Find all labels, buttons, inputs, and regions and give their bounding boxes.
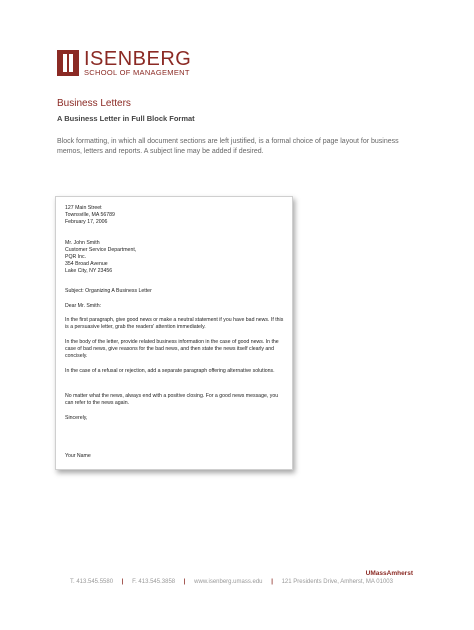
recipient-line: Customer Service Department, [65,247,137,253]
intro-paragraph: Block formatting, in which all document sections are left justified, is a formal choice of page layout for business memos, letters and reports. A subject line may be added if desired. [57,138,399,155]
sender-line: 127 Main Street [65,205,102,211]
sender-line: Townsville, MA 56789 [65,212,115,218]
letter-paragraph: No matter what the news, always end with a positive closing. For a good news message, you can refer to the news again. [65,393,279,406]
footer-separator: | [271,579,273,585]
letter-paragraph: In the case of a refusal or rejection, add a separate paragraph offering alternative solutions. [65,368,275,374]
footer-contact [70,579,420,585]
document-subtitle: A Business Letter in Full Block Format [57,114,195,123]
recipient-line: Lake City, NY 23456 [65,268,113,274]
footer-address: 121 Presidents Drive, Amherst, MA 01003 [281,579,393,585]
letter-paragraph: In the first paragraph, give good news or make a neutral statement if you have bad news. If this is a persuasive letter, grab the readers' attention immediately. [65,317,284,330]
footer-fax: F. 413.545.3858 [132,579,176,585]
footer-phone: T. 413.545.5580 [70,579,114,585]
recipient-line: PQR Inc. [65,254,87,260]
document-title: Business Letters [57,98,131,109]
logo-name: ISENBERG [84,48,192,70]
logo-mark-icon [57,50,79,76]
isenberg-logo [57,50,207,78]
logo-subtitle: SCHOOL OF MANAGEMENT [84,68,190,77]
recipient-line: 354 Broad Avenue [65,261,108,267]
letter-salutation: Dear Mr. Smith: [65,303,102,309]
footer-website-link[interactable]: www.isenberg.umass.edu [194,579,263,585]
letter-closing: Sincerely, [65,415,88,421]
recipient-line: Mr. John Smith [65,240,100,246]
footer-separator: | [183,579,186,585]
letter-date: February 17, 2006 [65,219,108,225]
sample-letter [55,196,293,470]
letter-paragraph: In the body of the letter, provide related business information in the case of good news. In the case of bad news, give reasons for the bad news, and then state the news itself clearly and concisely. [65,339,279,359]
umass-brand: UMassAmherst [365,570,413,577]
footer-separator: | [121,579,124,585]
letter-subject: Subject: Organizing A Business Letter [65,288,152,294]
letter-signature: Your Name [65,453,91,459]
